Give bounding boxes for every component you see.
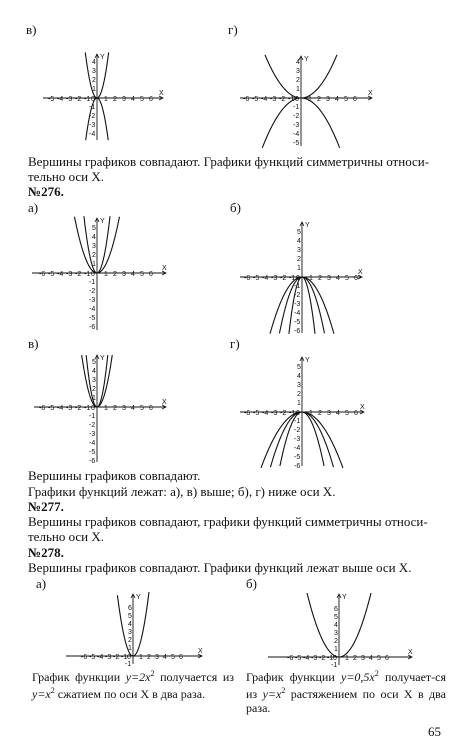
x-tick-label: 2	[317, 96, 321, 103]
y-tick-label: 5	[297, 364, 301, 371]
y-tick-label: -3	[89, 122, 96, 129]
y-tick-label: 2	[296, 77, 300, 84]
x-axis-name: X	[360, 404, 365, 411]
x-tick-label: 5	[171, 654, 175, 661]
page-number: 65	[428, 724, 441, 739]
y-tick-label: 3	[92, 377, 96, 384]
heading-278: №278.	[28, 545, 64, 560]
y-tick-label: -6	[294, 463, 301, 470]
y-tick-label: 2	[297, 256, 301, 263]
y-tick-label: -1	[89, 279, 96, 286]
label-v-276: в)	[28, 336, 39, 351]
x-tick-label: -5	[295, 655, 302, 662]
y-axis-name: Y	[100, 355, 105, 362]
x-tick-label: 4	[131, 405, 135, 412]
x-tick-label: 4	[336, 275, 340, 282]
x-tick-label: 4	[163, 654, 167, 661]
x-tick-label: 1	[104, 405, 108, 412]
y-tick-label: 5	[92, 359, 96, 366]
heading-277: №277.	[28, 499, 64, 514]
x-tick-label: 2	[353, 655, 357, 662]
x-tick-label: 5	[345, 275, 349, 282]
y-tick-label: 4	[334, 622, 338, 629]
x-tick-label: -3	[66, 96, 73, 103]
y-tick-label: 4	[297, 238, 301, 245]
x-tick-label: 6	[179, 654, 183, 661]
x-tick-label: -6	[39, 271, 46, 278]
y-tick-label: -3	[89, 297, 96, 304]
x-tick-label: 1	[308, 96, 312, 103]
y-tick-label: -1	[331, 662, 338, 669]
x-tick-label: 3	[122, 271, 126, 278]
x-tick-label: 4	[131, 96, 135, 103]
y-tick-label: -5	[293, 140, 300, 147]
caption-278-b: График функции $y=0,5x^2$ получает-ся из $y=x^2$ растяжением по оси X в два раза.	[246, 669, 447, 715]
x-tick-label: 1	[309, 275, 313, 282]
label-a-278: а)	[36, 576, 47, 591]
x-tick-label: -4	[57, 405, 64, 412]
y-tick-label: -4	[294, 310, 301, 317]
x-tick-label: 1	[345, 655, 349, 662]
x-tick-label: -5	[48, 405, 55, 412]
y-tick-label: 2	[297, 391, 301, 398]
x-tick-label: -5	[253, 275, 260, 282]
origin-label: 0	[295, 96, 299, 103]
y-tick-label: 3	[297, 382, 301, 389]
x-tick-label: 6	[353, 96, 357, 103]
y-tick-label: -3	[294, 436, 301, 443]
x-tick-label: 3	[326, 96, 330, 103]
x-tick-label: -3	[270, 96, 277, 103]
x-tick-label: -3	[271, 410, 278, 417]
x-tick-label: 1	[104, 271, 108, 278]
origin-label: 0	[333, 655, 337, 662]
x-tick-label: -6	[243, 96, 250, 103]
y-tick-label: 5	[92, 225, 96, 232]
y-tick-label: -4	[89, 440, 96, 447]
x-tick-label: -6	[81, 654, 88, 661]
x-tick-label: 1	[139, 654, 143, 661]
y-tick-label: -4	[89, 131, 96, 138]
x-tick-label: 4	[336, 410, 340, 417]
y-tick-label: 3	[92, 243, 96, 250]
x-tick-label: 5	[140, 96, 144, 103]
y-tick-label: -5	[294, 454, 301, 461]
caption-278-a: График функции $y=2x^2$ получается из $y=x^2$ сжатием по оси X в два раза.	[32, 669, 234, 701]
x-tick-label: -3	[105, 654, 112, 661]
x-axis-name: X	[408, 649, 413, 656]
x-tick-label: -5	[48, 271, 55, 278]
y-tick-label: 4	[128, 621, 132, 628]
x-tick-label: 5	[377, 655, 381, 662]
x-tick-label: -2	[319, 655, 326, 662]
y-tick-label: -5	[294, 319, 301, 326]
x-tick-label: -1	[84, 405, 91, 412]
x-tick-label: 2	[113, 96, 117, 103]
label-v-top: в)	[26, 22, 37, 37]
x-tick-label: -4	[97, 654, 104, 661]
y-tick-label: -2	[89, 113, 96, 120]
x-tick-label: 6	[149, 96, 153, 103]
x-tick-label: 5	[140, 405, 144, 412]
y-tick-label: -6	[89, 324, 96, 331]
x-tick-label: 6	[149, 405, 153, 412]
x-tick-label: -2	[75, 405, 82, 412]
y-tick-label: 4	[92, 59, 96, 66]
origin-label: 0	[296, 410, 300, 417]
y-tick-label: 4	[92, 234, 96, 241]
text-278: Вершины графиков совпадают. Графики функций лежат выше оси X.	[28, 560, 412, 575]
y-tick-label: 3	[297, 247, 301, 254]
origin-label: 0	[91, 96, 95, 103]
heading-276: №276.	[28, 184, 64, 199]
x-tick-label: -4	[57, 96, 64, 103]
y-tick-label: -1	[89, 104, 96, 111]
text-vertices-276: Вершины графиков совпадают.	[28, 468, 201, 483]
y-tick-label: 4	[92, 368, 96, 375]
origin-label: 0	[91, 405, 95, 412]
label-g-top: г)	[228, 22, 238, 37]
x-tick-label: -1	[121, 654, 128, 661]
y-tick-label: 2	[128, 637, 132, 644]
x-tick-label: -5	[48, 96, 55, 103]
x-tick-label: -2	[280, 275, 287, 282]
x-tick-label: 2	[113, 271, 117, 278]
y-axis-name: Y	[305, 357, 310, 364]
x-tick-label: 3	[122, 405, 126, 412]
y-tick-label: -4	[293, 131, 300, 138]
x-tick-label: -2	[113, 654, 120, 661]
x-tick-label: 2	[113, 405, 117, 412]
y-tick-label: -1	[294, 283, 301, 290]
x-tick-label: 3	[327, 410, 331, 417]
y-tick-label: 2	[92, 77, 96, 84]
y-tick-label: -1	[293, 104, 300, 111]
x-tick-label: 2	[318, 410, 322, 417]
text-277b: тельно оси X.	[28, 529, 105, 544]
y-axis-name: Y	[100, 218, 105, 225]
y-tick-label: 1	[92, 261, 96, 268]
x-tick-label: 4	[369, 655, 373, 662]
x-tick-label: -2	[280, 410, 287, 417]
y-axis-name: Y	[304, 56, 309, 63]
y-tick-label: -2	[294, 292, 301, 299]
x-tick-label: -1	[84, 96, 91, 103]
x-axis-name: X	[198, 648, 203, 655]
y-tick-label: 4	[297, 373, 301, 380]
x-tick-label: -1	[289, 410, 296, 417]
x-tick-label: -5	[252, 96, 259, 103]
y-tick-label: 3	[128, 629, 132, 636]
y-tick-label: -6	[294, 328, 301, 335]
origin-label: 0	[91, 271, 95, 278]
y-axis-name: Y	[136, 594, 141, 601]
x-tick-label: 3	[155, 654, 159, 661]
y-tick-label: 2	[92, 386, 96, 393]
y-tick-label: 2	[92, 252, 96, 259]
x-tick-label: 3	[361, 655, 365, 662]
y-tick-label: -4	[89, 306, 96, 313]
y-tick-label: 6	[128, 605, 132, 612]
x-tick-label: 5	[140, 271, 144, 278]
x-tick-label: -4	[303, 655, 310, 662]
y-tick-label: 1	[297, 400, 301, 407]
y-tick-label: 5	[297, 229, 301, 236]
label-b-276: б)	[230, 200, 241, 215]
x-tick-label: -2	[75, 96, 82, 103]
x-tick-label: -4	[261, 96, 268, 103]
x-tick-label: -3	[271, 275, 278, 282]
x-tick-label: -3	[66, 405, 73, 412]
x-tick-label: -6	[244, 410, 251, 417]
origin-label: 0	[296, 275, 300, 282]
x-tick-label: 3	[122, 96, 126, 103]
label-g-276: г)	[230, 336, 240, 351]
x-tick-label: -5	[89, 654, 96, 661]
y-tick-label: -4	[294, 445, 301, 452]
x-tick-label: 5	[344, 96, 348, 103]
x-tick-label: -6	[244, 275, 251, 282]
x-axis-name: X	[162, 399, 167, 406]
x-tick-label: 4	[131, 271, 135, 278]
x-axis-name: X	[159, 90, 164, 97]
y-tick-label: -1	[125, 661, 132, 668]
y-tick-label: -3	[89, 431, 96, 438]
x-tick-label: -1	[288, 96, 295, 103]
x-tick-label: -1	[84, 271, 91, 278]
label-b-278: б)	[246, 576, 257, 591]
y-tick-label: 1	[128, 645, 132, 652]
x-tick-label: -6	[39, 405, 46, 412]
text-symmetric-1: Вершины графиков совпадают. Графики функций симметричны относи-	[28, 154, 430, 169]
y-tick-label: -2	[89, 288, 96, 295]
y-tick-label: 3	[296, 68, 300, 75]
x-tick-label: -6	[287, 655, 294, 662]
y-tick-label: 6	[334, 606, 338, 613]
y-tick-label: 1	[334, 646, 338, 653]
y-tick-label: 1	[92, 395, 96, 402]
text-277: Вершины графиков совпадают, графики функций симметричны относи-	[28, 514, 428, 529]
x-tick-label: 4	[335, 96, 339, 103]
x-tick-label: -1	[289, 275, 296, 282]
y-tick-label: -2	[89, 422, 96, 429]
y-tick-label: -1	[89, 413, 96, 420]
x-tick-label: -5	[253, 410, 260, 417]
y-tick-label: -2	[293, 113, 300, 120]
y-tick-label: 1	[297, 265, 301, 272]
x-tick-label: 1	[309, 410, 313, 417]
y-tick-label: -3	[293, 122, 300, 129]
origin-label: 0	[127, 654, 131, 661]
y-tick-label: -6	[89, 458, 96, 465]
x-tick-label: 6	[385, 655, 389, 662]
x-tick-label: 1	[104, 96, 108, 103]
label-a-276: а)	[28, 200, 39, 215]
y-tick-label: -5	[89, 449, 96, 456]
x-tick-label: 6	[354, 410, 358, 417]
y-tick-label: -5	[89, 315, 96, 322]
x-tick-label: -4	[57, 271, 64, 278]
x-tick-label: 3	[327, 275, 331, 282]
y-axis-name: Y	[342, 594, 347, 601]
y-tick-label: 5	[128, 613, 132, 620]
x-axis-name: X	[162, 265, 167, 272]
x-tick-label: -2	[75, 271, 82, 278]
y-tick-label: -2	[294, 427, 301, 434]
x-tick-label: 5	[345, 410, 349, 417]
x-axis-name: X	[368, 90, 373, 97]
text-symmetric-1b: тельно оси X.	[28, 169, 105, 184]
y-tick-label: 3	[334, 630, 338, 637]
y-axis-name: Y	[100, 54, 105, 61]
x-tick-label: -3	[66, 271, 73, 278]
x-tick-label: 2	[147, 654, 151, 661]
x-tick-label: -4	[262, 275, 269, 282]
text-position-276: Графики функций лежат: а), в) выше; б), г) ниже оси X.	[28, 484, 336, 499]
x-axis-name: X	[358, 269, 363, 276]
y-tick-label: 4	[296, 59, 300, 66]
y-tick-label: 5	[334, 614, 338, 621]
y-tick-label: -1	[294, 418, 301, 425]
y-tick-label: 3	[92, 68, 96, 75]
y-tick-label: 1	[92, 86, 96, 93]
x-tick-label: 6	[354, 275, 358, 282]
y-axis-name: Y	[305, 222, 310, 229]
y-tick-label: -3	[294, 301, 301, 308]
x-tick-label: -3	[311, 655, 318, 662]
x-tick-label: 2	[318, 275, 322, 282]
x-tick-label: 6	[149, 271, 153, 278]
y-tick-label: 2	[334, 638, 338, 645]
x-tick-label: -4	[262, 410, 269, 417]
y-tick-label: 1	[296, 86, 300, 93]
x-tick-label: -2	[279, 96, 286, 103]
x-tick-label: -1	[327, 655, 334, 662]
